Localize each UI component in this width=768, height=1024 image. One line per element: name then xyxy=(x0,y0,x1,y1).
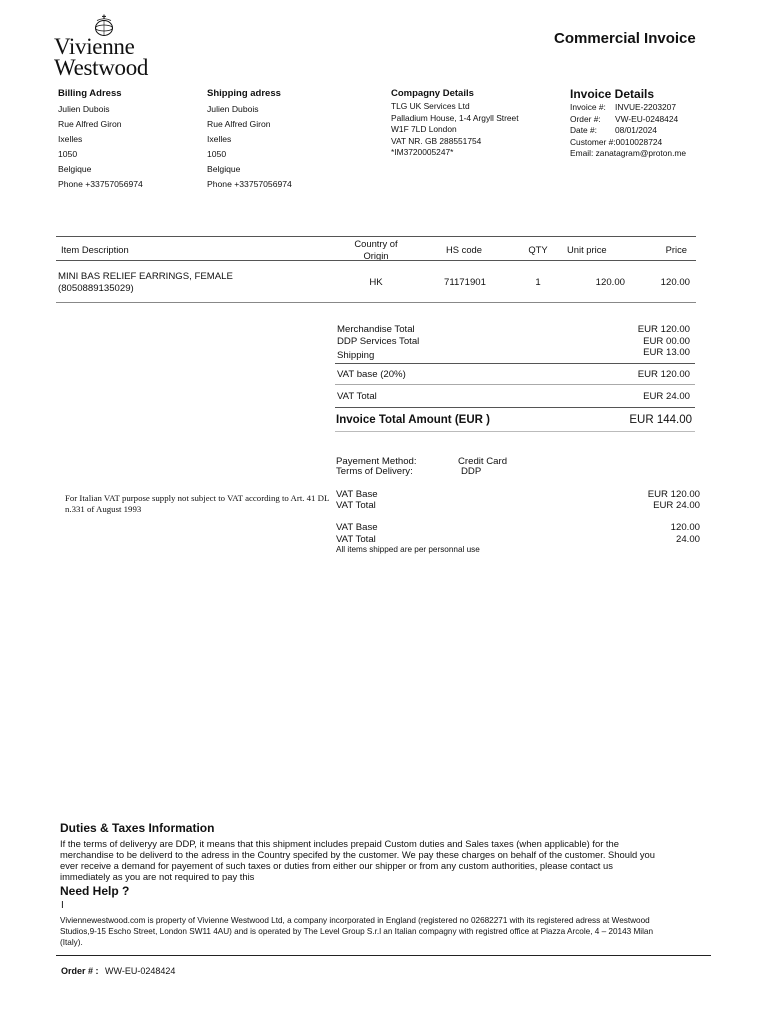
company-info-line: (Italy). xyxy=(60,938,83,947)
header-description: Item Description xyxy=(61,244,129,255)
brand-logo xyxy=(54,14,174,84)
detail-label: Date #: xyxy=(570,125,598,136)
detail-value: VW-EU-0248424 xyxy=(615,113,679,124)
item-description-line2: (8050889135029) xyxy=(58,283,134,294)
billing-line: Ixelles xyxy=(58,134,83,144)
shipping-heading: Shipping adress xyxy=(207,88,281,99)
item-qty: 1 xyxy=(535,277,541,288)
footer-order-value: WW-EU-0248424 xyxy=(105,966,176,976)
detail-label: Order #: xyxy=(570,113,601,124)
company-info-line: Studios,9-15 Escho Street, London SW11 4AU) and is operated by The Level Group S.r.l an Italian compagny with registred office at Piazza Arcole, 4 – 20143 Milan xyxy=(60,927,654,936)
detail-value: INVUE-2203207 xyxy=(615,102,676,112)
vat-base-label-3: VAT Base xyxy=(336,522,378,533)
duties-line: ever receive a demand for payement of such taxes or duties from either our shipper or from any custom authorities, please contact us xyxy=(60,860,613,871)
shipping-line: Ixelles xyxy=(207,134,232,144)
shipping-address-block xyxy=(207,88,292,192)
billing-line: 1050 xyxy=(58,149,78,159)
item-origin: HK xyxy=(369,277,383,288)
company-line: VAT NR. GB 288551754 xyxy=(391,135,482,146)
billing-line: Rue Alfred Giron xyxy=(58,119,122,129)
duties-line: immediately as you are not required to pay this xyxy=(60,871,255,882)
header-origin xyxy=(336,238,416,261)
footer-rule xyxy=(56,955,711,956)
invoice-total-label: Invoice Total Amount (EUR ) xyxy=(336,414,490,426)
shipping-value: EUR 13.00 xyxy=(643,347,690,358)
header-origin-line2: Origin xyxy=(363,249,389,261)
invoice-details-block xyxy=(570,87,686,160)
brand-wordmark xyxy=(54,36,174,78)
header-hs-code: HS code xyxy=(446,244,482,255)
header-price: Price xyxy=(665,244,687,255)
company-line: Palladium House, 1-4 Argyll Street xyxy=(391,112,519,123)
item-hs-code: 71171901 xyxy=(444,277,486,288)
invoice-total-value: EUR 144.00 xyxy=(629,414,692,426)
company-info-line: Viviennewestwood.com is property of Vivienne Westwood Ltd, a company incorporated in England (registered no 02682271 with its registered adress at Westwood xyxy=(60,916,650,925)
duties-heading: Duties & Taxes Information xyxy=(60,821,215,835)
totals-rule-4 xyxy=(335,431,695,432)
duties-paragraph xyxy=(60,838,740,882)
invoice-details-heading: Invoice Details xyxy=(570,87,655,101)
order-number-row xyxy=(570,114,686,126)
billing-line: Julien Dubois xyxy=(58,104,110,114)
brand-name-line1: Vivienne xyxy=(54,34,135,59)
header-unit-price: Unit price xyxy=(567,244,607,255)
shipping-label: Shipping xyxy=(337,350,375,361)
italian-vat-note: For Italian VAT purpose supply not subject to VAT according to Art. 41 DL n.331 of August 1993 xyxy=(65,493,330,514)
header-qty: QTY xyxy=(528,244,548,255)
duties-line: If the terms of deliveryy are DDP, it means that this shipment includes prepaid Custom duties and Sales taxes (when applicable) for the xyxy=(60,838,619,849)
delivery-terms-value: DDP xyxy=(461,466,482,477)
company-line: TLG UK Services Ltd xyxy=(391,101,470,111)
vat-base-value-3: 120.00 xyxy=(670,522,700,533)
item-price: 120.00 xyxy=(660,277,690,288)
vat-base-label-2: VAT Base xyxy=(336,489,378,500)
vat-total-label: VAT Total xyxy=(337,391,377,402)
vat-total-value-3: 24.00 xyxy=(675,534,700,545)
header-origin-line1: Country of xyxy=(354,238,398,249)
company-details-block xyxy=(391,88,519,159)
shipping-line: 1050 xyxy=(207,149,227,159)
item-description-line1: MINI BAS RELIEF EARRINGS, FEMALE xyxy=(58,271,233,282)
customer-email: Email: zanatagram@proton.me xyxy=(570,148,687,159)
vat-total-value: EUR 24.00 xyxy=(643,391,690,402)
vat-total-value-2: EUR 24.00 xyxy=(653,500,700,511)
merchandise-total-value: EUR 120.00 xyxy=(637,324,690,335)
company-info-paragraph xyxy=(60,915,740,948)
company-heading: Compagny Details xyxy=(391,88,474,99)
footer-order xyxy=(61,966,175,976)
document-title: Commercial Invoice xyxy=(554,30,696,47)
help-heading: Need Help ? xyxy=(60,884,130,898)
shipping-line: Belgique xyxy=(207,164,241,174)
vat-base-value-2: EUR 120.00 xyxy=(647,489,700,500)
ddp-services-label: DDP Services Total xyxy=(337,336,420,347)
vat-base-value: EUR 120.00 xyxy=(637,369,690,380)
billing-heading: Billing Adress xyxy=(58,88,122,99)
company-line: W1F 7LD London xyxy=(391,124,457,135)
brand-name-line2: Westwood xyxy=(54,55,149,80)
company-line: *IM3720005247* xyxy=(391,147,454,158)
shipping-line: Julien Dubois xyxy=(207,104,259,114)
vat-base-label: VAT base (20%) xyxy=(337,369,406,380)
totals-rule-1 xyxy=(335,363,695,364)
billing-address-block xyxy=(58,88,143,192)
payment-method-value: Credit Card xyxy=(458,456,508,467)
totals-rule-2 xyxy=(335,384,695,385)
table-top-rule xyxy=(56,236,696,237)
table-header-rule xyxy=(56,260,696,261)
billing-line: Belgique xyxy=(58,164,92,174)
shipping-line: Phone +33757056974 xyxy=(207,179,292,189)
merchandise-total-label: Merchandise Total xyxy=(337,324,415,335)
delivery-terms-label: Terms of Delivery: xyxy=(336,466,413,477)
duties-line: merchandise to be deliverd to the adress in the Country specifed by the customer. We pay these charges on behalf of the customer. Should you xyxy=(60,849,655,860)
invoice-number-row xyxy=(570,102,686,114)
personal-use-note: All items shipped are per personnal use xyxy=(336,545,480,554)
item-unit-price: 120.00 xyxy=(595,277,625,288)
table-row xyxy=(58,271,233,295)
date-row xyxy=(570,125,686,137)
text-cursor: I xyxy=(61,900,64,911)
billing-line: Phone +33757056974 xyxy=(58,179,143,189)
detail-value: 08/01/2024 xyxy=(615,125,657,136)
table-bottom-rule xyxy=(56,302,696,303)
vat-total-label-3: VAT Total xyxy=(336,534,376,545)
customer-number: Customer #:0010028724 xyxy=(570,136,663,147)
vat-total-label-2: VAT Total xyxy=(336,500,376,511)
ddp-services-value: EUR 00.00 xyxy=(643,336,690,347)
shipping-line: Rue Alfred Giron xyxy=(207,119,271,129)
payment-method-label: Payement Method: xyxy=(336,456,417,467)
detail-label: Invoice #: xyxy=(570,102,606,112)
totals-rule-3 xyxy=(335,407,695,408)
footer-order-label: Order # : xyxy=(61,966,99,976)
